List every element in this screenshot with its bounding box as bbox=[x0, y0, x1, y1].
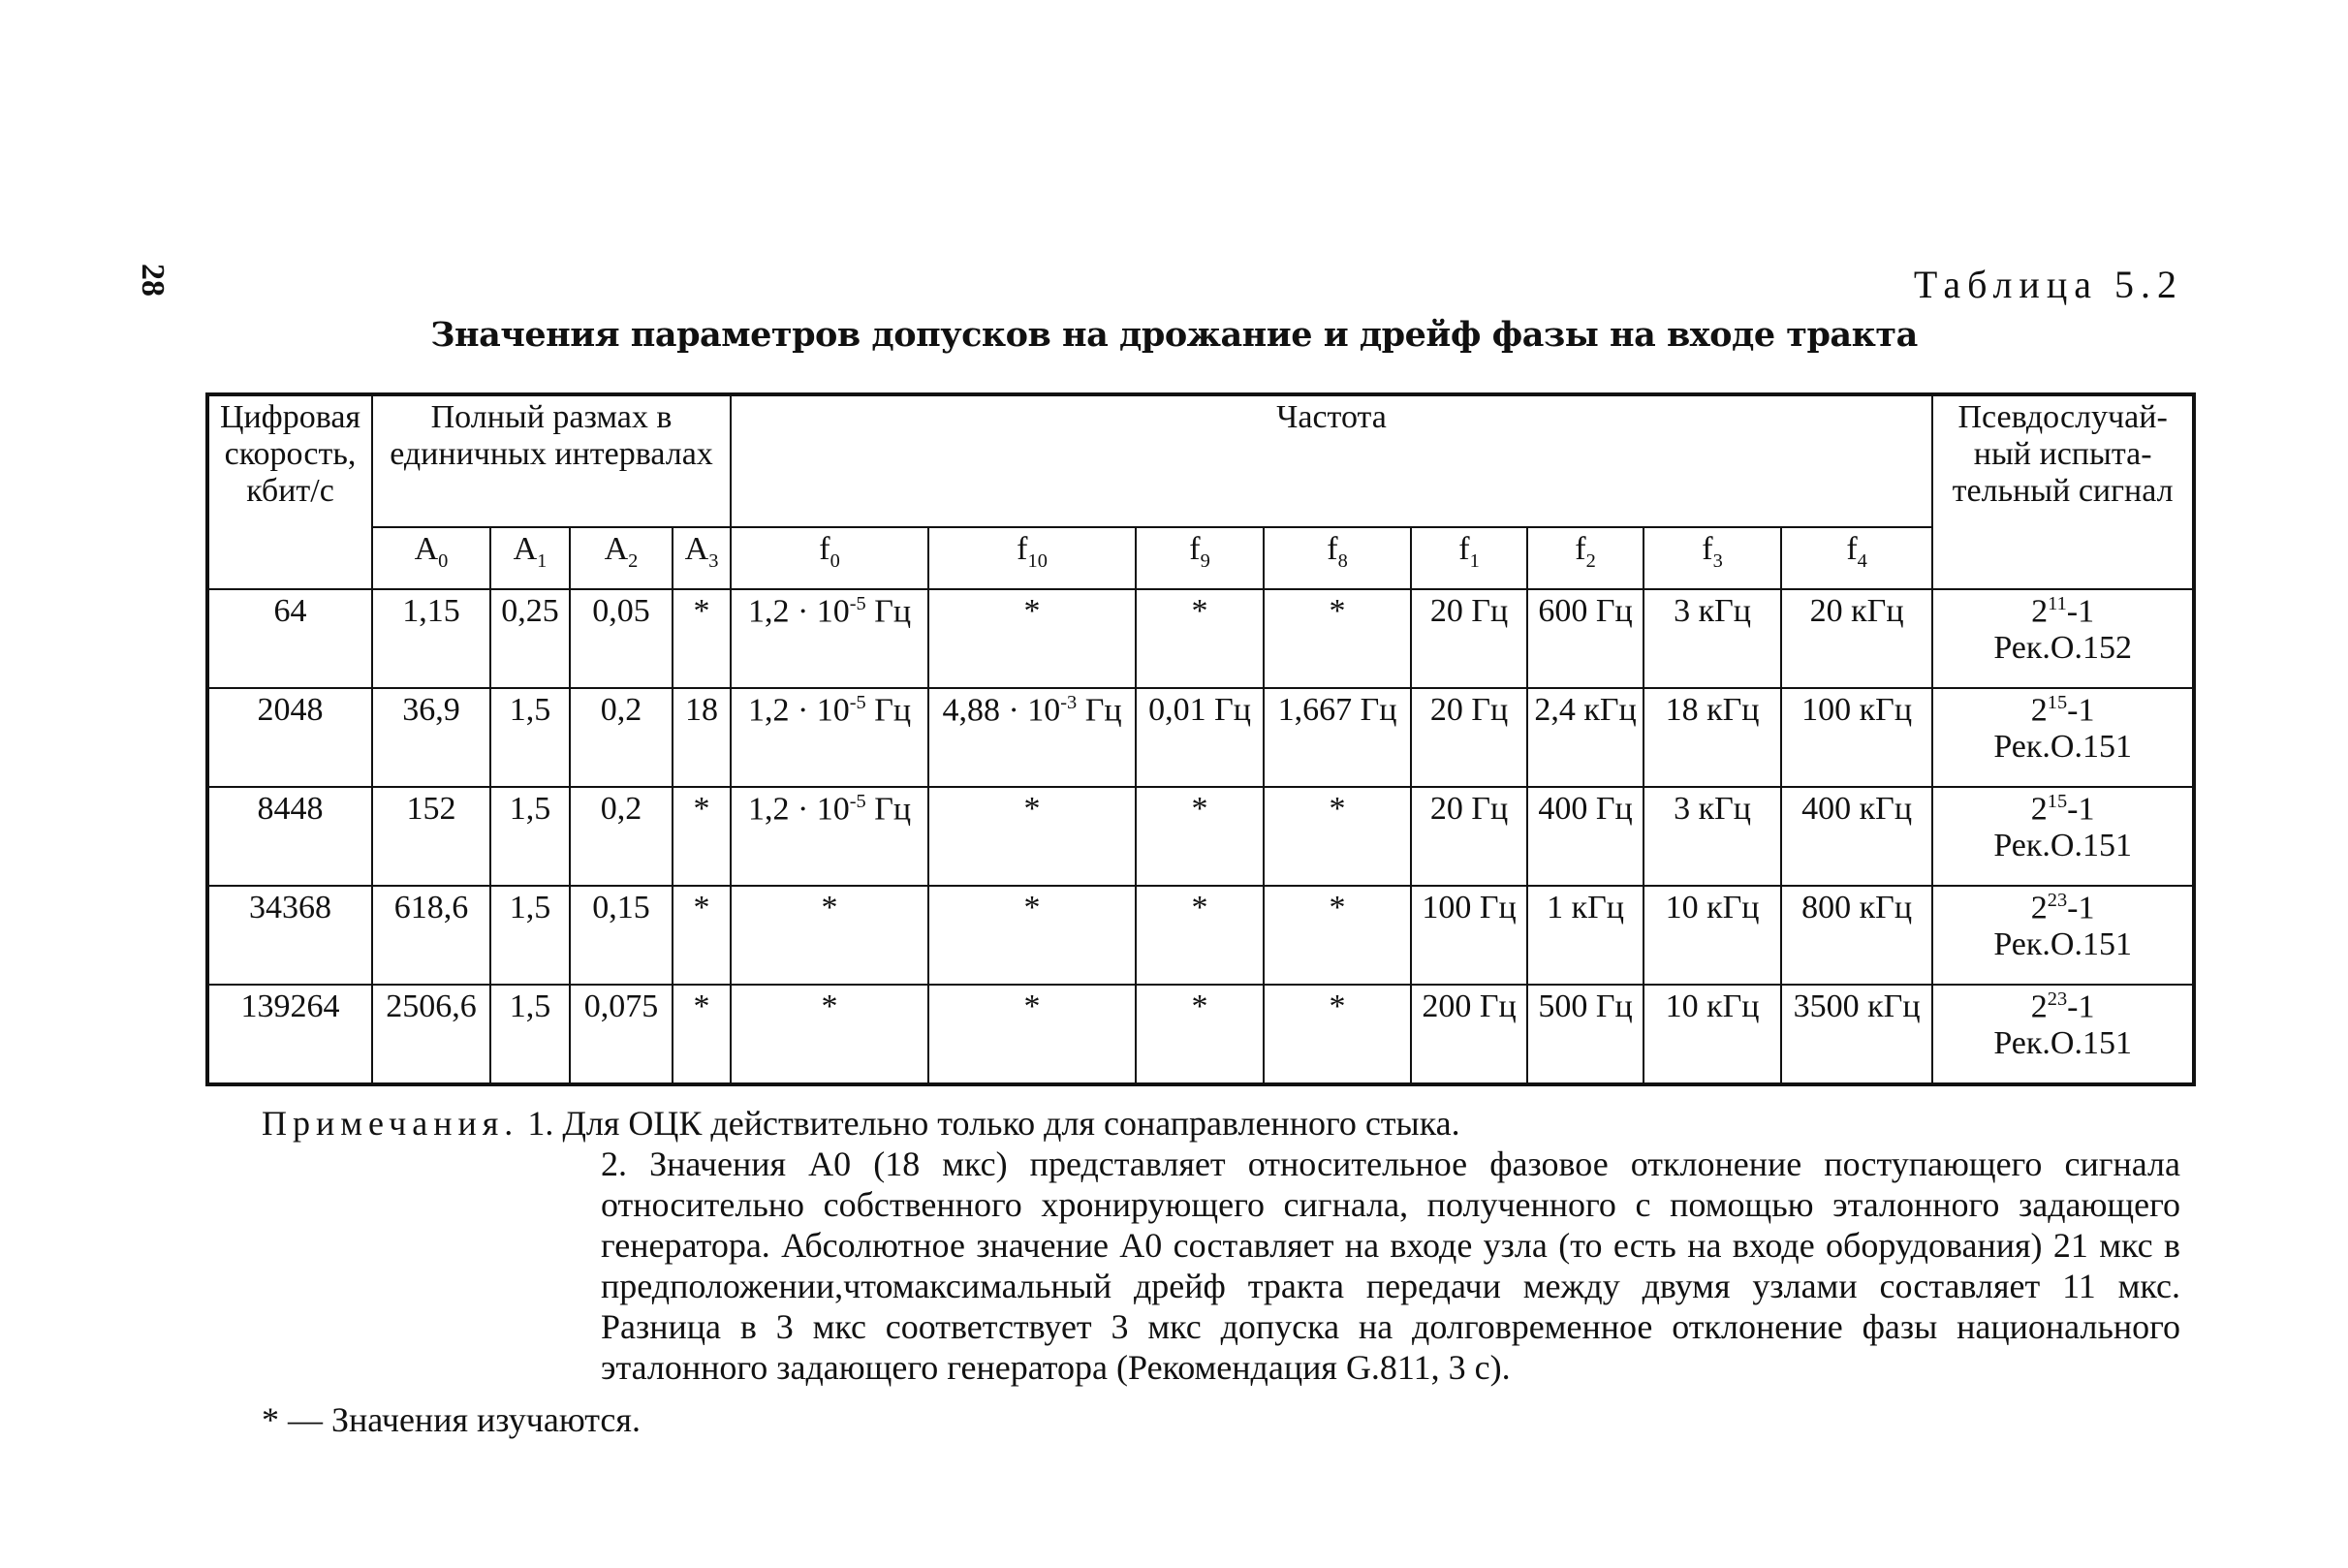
header-amp-1-index: 1 bbox=[537, 549, 548, 572]
cell-freq-0: 0,01 Гц bbox=[1136, 688, 1264, 787]
table-label: Таблица 5.2 bbox=[1913, 263, 2183, 306]
cell-freq-2: 100 Гц bbox=[1411, 886, 1527, 985]
notes-heading: Примечания. bbox=[262, 1104, 519, 1143]
table-row bbox=[207, 985, 2194, 1084]
header-frequency: Частота bbox=[731, 394, 1932, 527]
cell-f10: * bbox=[928, 787, 1136, 886]
cell-signal-rec: Рек.О.151 bbox=[1993, 828, 2132, 864]
cell-amp-1: 1,5 bbox=[490, 985, 570, 1084]
cell-amp-2: 0,2 bbox=[570, 787, 673, 886]
cell-freq-0: * bbox=[1136, 886, 1264, 985]
page-number: 28 bbox=[135, 264, 171, 297]
cell-freq-3: 2,4 кГц bbox=[1527, 688, 1644, 787]
header-freq-7-index: 4 bbox=[1857, 549, 1867, 572]
cell-amp-1: 0,25 bbox=[490, 589, 570, 688]
cell-freq-3: 400 Гц bbox=[1527, 787, 1644, 886]
header-amp-2-index: 2 bbox=[628, 549, 639, 572]
cell-freq-0: * bbox=[1136, 985, 1264, 1084]
cell-freq-4: 18 кГц bbox=[1644, 688, 1781, 787]
header-amp-0: $A_0$ bbox=[372, 527, 490, 589]
table-row bbox=[207, 886, 2194, 985]
cell-signal-rec: Рек.О.152 bbox=[1993, 630, 2132, 667]
header-freq-2: $f_9$ bbox=[1136, 527, 1264, 589]
header-freq-1-index: 10 bbox=[1027, 549, 1048, 572]
header-freq-1: $f_{10}$ bbox=[928, 527, 1136, 589]
cell-f0-exp: -5 bbox=[849, 791, 866, 812]
cell-amp-0: 618,6 bbox=[372, 886, 490, 985]
cell-f10: * bbox=[928, 985, 1136, 1084]
note-1-text: 1. Для ОЦК действительно только для сонаправленного стыка. bbox=[527, 1104, 1460, 1143]
cell-rate: 139264 bbox=[207, 985, 372, 1084]
cell-rate: 64 bbox=[207, 589, 372, 688]
cell-freq-1: * bbox=[1264, 589, 1411, 688]
header-amp-2: $A_2$ bbox=[570, 527, 673, 589]
table-title: Значения параметров допусков на дрожание и дрейф фазы на входе тракта bbox=[430, 315, 1918, 355]
header-freq-5: $f_2$ bbox=[1527, 527, 1644, 589]
cell-freq-4: 10 кГц bbox=[1644, 886, 1781, 985]
sub-header-row bbox=[207, 527, 2194, 589]
cell-f10: * bbox=[928, 589, 1136, 688]
cell-f10: $4,88 \cdot 10^{-3}$ Гц bbox=[928, 688, 1136, 787]
cell-f0: $1,2 \cdot 10^{-5}$ Гц bbox=[731, 589, 928, 688]
cell-f10-exp: -3 bbox=[1060, 692, 1078, 713]
cell-signal: $2^{15}-1$ Рек.О.151 bbox=[1932, 787, 2194, 886]
cell-freq-4: 3 кГц bbox=[1644, 589, 1781, 688]
header-freq-3: $f_8$ bbox=[1264, 527, 1411, 589]
header-rate: Цифровая скорость, кбит/с bbox=[207, 394, 372, 589]
header-amp-3-index: 3 bbox=[708, 549, 719, 572]
cell-freq-1: * bbox=[1264, 985, 1411, 1084]
notes bbox=[262, 1103, 2180, 1388]
cell-f0: $1,2 \cdot 10^{-5}$ Гц bbox=[731, 688, 928, 787]
cell-signal: $2^{11}-1$ Рек.О.152 bbox=[1932, 589, 2194, 688]
cell-signal-rec: Рек.О.151 bbox=[1993, 926, 2132, 963]
cell-amp-1: 1,5 bbox=[490, 787, 570, 886]
jitter-table bbox=[205, 392, 2196, 1086]
cell-amp-3: 18 bbox=[673, 688, 731, 787]
cell-signal-exp: 23 bbox=[2047, 890, 2068, 911]
cell-f0: * bbox=[731, 985, 928, 1084]
cell-amp-2: 0,05 bbox=[570, 589, 673, 688]
cell-freq-1: * bbox=[1264, 787, 1411, 886]
cell-freq-3: 600 Гц bbox=[1527, 589, 1644, 688]
table-row bbox=[207, 787, 2194, 886]
cell-freq-2: 20 Гц bbox=[1411, 589, 1527, 688]
cell-amp-3: * bbox=[673, 589, 731, 688]
cell-amp-0: 1,15 bbox=[372, 589, 490, 688]
cell-freq-2: 200 Гц bbox=[1411, 985, 1527, 1084]
cell-freq-5: 3500 кГц bbox=[1781, 985, 1932, 1084]
header-amp-3: $A_3$ bbox=[673, 527, 731, 589]
cell-signal: $2^{23}-1$ Рек.О.151 bbox=[1932, 985, 2194, 1084]
cell-amp-1: 1,5 bbox=[490, 688, 570, 787]
header-amp-0-index: 0 bbox=[438, 549, 449, 572]
cell-rate: 8448 bbox=[207, 787, 372, 886]
header-amplitude: Полный размах в единичных интервалах bbox=[372, 394, 731, 527]
table-body bbox=[207, 589, 2194, 1084]
note-2: 2. Значения A0 (18 мкс) представляет относительное фазовое отклонение поступающего сигнала относительно собственного хронирующего сигнала, полученного с помощью эталонного задающего генератора. Абсолютное значение A0 составляет на входе узла (то есть на входе оборудования) 21 мкс в предположении,чтомаксимальный дрейф тракта передачи между двумя узлами составляет 11 мкс. Разница в 3 мкс соответствует 3 мкс допуска на долговременное отклонение фазы национального эталонного задающего генератора (Рекомендация G.811, 3 с). bbox=[601, 1145, 2180, 1387]
cell-freq-5: 100 кГц bbox=[1781, 688, 1932, 787]
header-freq-0-index: 0 bbox=[830, 549, 840, 572]
cell-freq-4: 3 кГц bbox=[1644, 787, 1781, 886]
cell-freq-3: 1 кГц bbox=[1527, 886, 1644, 985]
header-freq-6: $f_3$ bbox=[1644, 527, 1781, 589]
header-signal: Псевдослучай-ный испыта-тельный сигнал bbox=[1932, 394, 2194, 589]
cell-freq-2: 20 Гц bbox=[1411, 787, 1527, 886]
cell-amp-1: 1,5 bbox=[490, 886, 570, 985]
table-row bbox=[207, 688, 2194, 787]
cell-signal-exp: 23 bbox=[2047, 988, 2068, 1010]
cell-rate: 34368 bbox=[207, 886, 372, 985]
cell-amp-2: 0,15 bbox=[570, 886, 673, 985]
cell-signal-exp: 15 bbox=[2047, 692, 2068, 713]
cell-signal-rec: Рек.О.151 bbox=[1993, 1025, 2132, 1062]
header-freq-2-index: 9 bbox=[1200, 549, 1210, 572]
cell-amp-3: * bbox=[673, 985, 731, 1084]
header-freq-4-index: 1 bbox=[1469, 549, 1480, 572]
cell-signal-exp: 11 bbox=[2048, 593, 2067, 614]
cell-freq-0: * bbox=[1136, 589, 1264, 688]
cell-signal: $2^{23}-1$ Рек.О.151 bbox=[1932, 886, 2194, 985]
cell-amp-0: 152 bbox=[372, 787, 490, 886]
cell-freq-0: * bbox=[1136, 787, 1264, 886]
cell-signal-exp: 15 bbox=[2047, 791, 2068, 812]
note-1 bbox=[262, 1103, 2180, 1144]
cell-freq-2: 20 Гц bbox=[1411, 688, 1527, 787]
cell-f0: $1,2 \cdot 10^{-5}$ Гц bbox=[731, 787, 928, 886]
cell-signal-rec: Рек.О.151 bbox=[1993, 729, 2132, 766]
header-freq-3-index: 8 bbox=[1337, 549, 1348, 572]
header-freq-4: $f_1$ bbox=[1411, 527, 1527, 589]
cell-amp-0: 36,9 bbox=[372, 688, 490, 787]
header-amp-1: $A_1$ bbox=[490, 527, 570, 589]
header-freq-7: $f_4$ bbox=[1781, 527, 1932, 589]
cell-amp-3: * bbox=[673, 787, 731, 886]
cell-f0-exp: -5 bbox=[849, 692, 866, 713]
cell-freq-4: 10 кГц bbox=[1644, 985, 1781, 1084]
cell-amp-2: 0,075 bbox=[570, 985, 673, 1084]
header-freq-6-index: 3 bbox=[1712, 549, 1723, 572]
cell-freq-5: 20 кГц bbox=[1781, 589, 1932, 688]
cell-freq-1: 1,667 Гц bbox=[1264, 688, 1411, 787]
cell-amp-2: 0,2 bbox=[570, 688, 673, 787]
cell-amp-3: * bbox=[673, 886, 731, 985]
cell-freq-5: 800 кГц bbox=[1781, 886, 1932, 985]
cell-f0-exp: -5 bbox=[849, 593, 866, 614]
cell-f10: * bbox=[928, 886, 1136, 985]
footnote: * — Значения изучаются. bbox=[262, 1400, 641, 1439]
cell-f0: * bbox=[731, 886, 928, 985]
cell-freq-1: * bbox=[1264, 886, 1411, 985]
cell-rate: 2048 bbox=[207, 688, 372, 787]
cell-freq-5: 400 кГц bbox=[1781, 787, 1932, 886]
cell-freq-3: 500 Гц bbox=[1527, 985, 1644, 1084]
header-freq-5-index: 2 bbox=[1585, 549, 1596, 572]
table-row bbox=[207, 589, 2194, 688]
cell-amp-0: 2506,6 bbox=[372, 985, 490, 1084]
header-freq-0: $f_0$ bbox=[731, 527, 928, 589]
cell-signal: $2^{15}-1$ Рек.О.151 bbox=[1932, 688, 2194, 787]
